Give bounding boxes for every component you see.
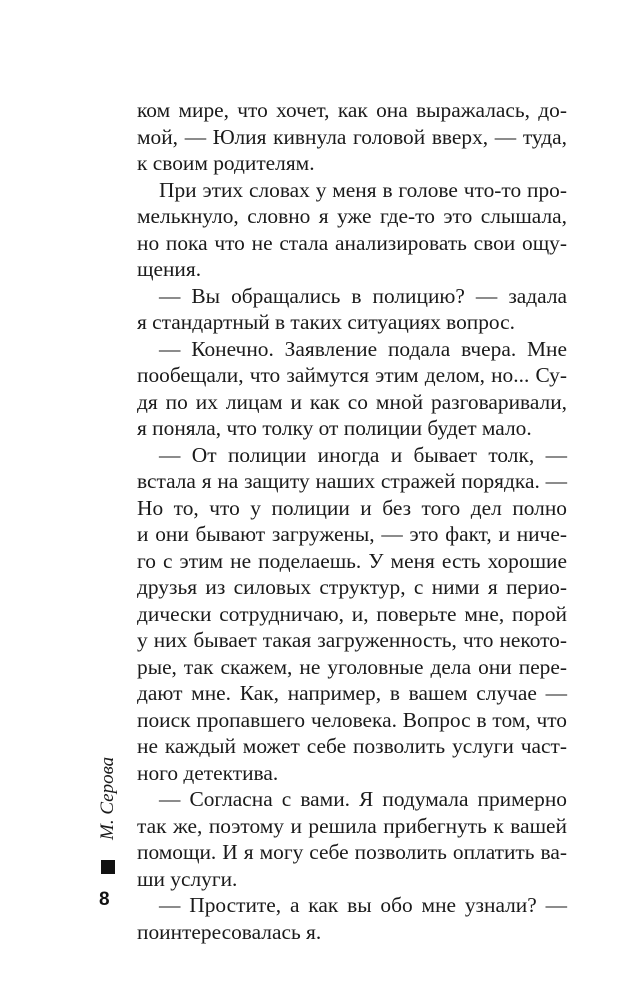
text-line: дически сотрудничаю, и, поверьте мне, порой bbox=[137, 601, 567, 626]
page-number: 8 bbox=[99, 889, 110, 910]
text-line: ком мире, что хочет, как она выражалась, до- bbox=[137, 98, 567, 122]
text-line: мой, — Юлия кивнула головой вверх, — туда, bbox=[137, 124, 567, 149]
text-line: — Согласна с вами. Я подумала примерно bbox=[159, 787, 567, 811]
text-line: При этих словах у меня в голове что-то про- bbox=[159, 177, 567, 202]
paragraph bbox=[137, 786, 567, 892]
body-text bbox=[137, 97, 567, 945]
text-line: поиск пропавшего человека. Вопрос в том, что bbox=[137, 707, 567, 732]
text-line: и они бывают загружены, — это факт, и ниче- bbox=[137, 522, 567, 546]
text-line: встала я на защиту наших стражей порядка. — bbox=[137, 469, 567, 493]
text-line: пообещали, что займутся этим делом, но... Су- bbox=[137, 363, 567, 387]
text-line: Но то, что у полиции и без того дел полно bbox=[137, 495, 567, 520]
paragraph bbox=[137, 442, 567, 787]
text-line: — Вы обращались в полицию? — задала bbox=[159, 283, 567, 308]
text-line: помощи. И я могу себе позволить оплатить ва- bbox=[137, 840, 567, 864]
text-line: дя по их лицам и как со мной разговаривали, bbox=[137, 389, 567, 414]
text-line: не каждый может себе позволить услуги част- bbox=[137, 734, 567, 758]
text-line: рые, так скажем, не уголовные дела они пере- bbox=[137, 654, 567, 679]
text-line: так же, поэтому и решила прибегнуть к вашей bbox=[137, 813, 567, 838]
text-line: го с этим не поделаешь. У меня есть хорошие bbox=[137, 548, 567, 573]
text-line: к своим родителям. bbox=[137, 151, 315, 175]
paragraph bbox=[137, 892, 567, 945]
text-line: дают мне. Как, например, в вашем случае — bbox=[137, 681, 567, 705]
text-line: ного детектива. bbox=[137, 760, 279, 785]
paragraph bbox=[137, 177, 567, 283]
paragraph bbox=[137, 97, 567, 177]
text-line: я стандартный в таких ситуациях вопрос. bbox=[137, 310, 515, 334]
text-line: я поняла, что толку от полиции будет мало. bbox=[137, 416, 532, 440]
text-line: у них бывает такая загруженность, что некото- bbox=[137, 628, 567, 652]
text-line: — Конечно. Заявление подала вчера. Мне bbox=[159, 336, 567, 361]
text-line: мелькнуло, словно я уже где-то это слышала, bbox=[137, 204, 567, 228]
text-line: — От полиции иногда и бывает толк, — bbox=[159, 442, 567, 467]
text-line: ши услуги. bbox=[137, 866, 238, 891]
page-marker-square bbox=[101, 860, 115, 874]
paragraph bbox=[137, 283, 567, 336]
text-line: но пока что не стала анализировать свои ощу- bbox=[137, 230, 567, 255]
text-line: друзья из силовых структур, с ними я перио- bbox=[137, 575, 567, 599]
running-head-author: М. Серова bbox=[97, 756, 118, 840]
text-line: поинтересовалась я. bbox=[137, 919, 322, 944]
paragraph bbox=[137, 336, 567, 442]
text-line: щения. bbox=[137, 257, 202, 281]
text-line: — Простите, а как вы обо мне узнали? — bbox=[159, 893, 567, 917]
